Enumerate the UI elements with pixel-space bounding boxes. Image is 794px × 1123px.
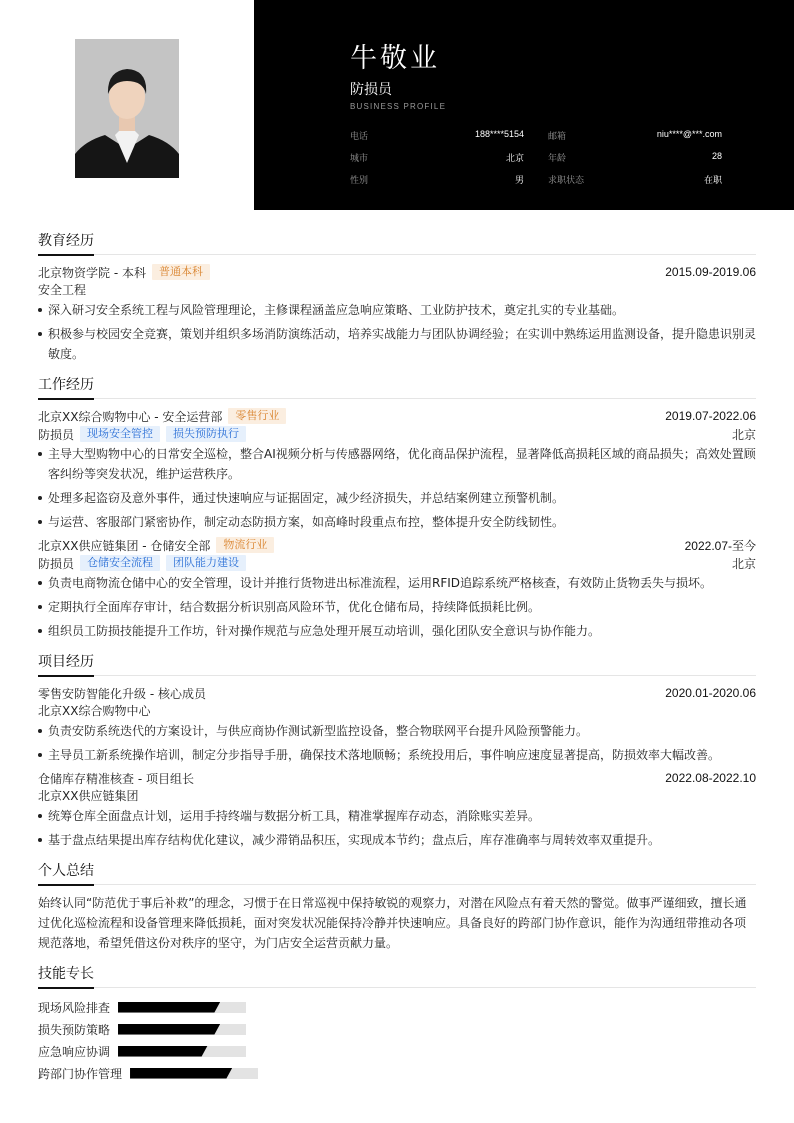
company-name: 北京XX供应链集团 - 仓储安全部 [38, 538, 211, 553]
job-city: 北京 [731, 427, 756, 442]
job-date: 2022.07-至今 [684, 538, 756, 553]
education-date: 2015.09-2019.06 [665, 265, 756, 279]
skill-name: 现场风险排查 [38, 1000, 111, 1015]
skill-bar [118, 1046, 246, 1057]
candidate-name: 牛敬业 [350, 43, 440, 74]
project-date: 2022.08-2022.10 [665, 771, 756, 785]
job-position: 防损员 [38, 556, 75, 571]
skill-tag: 现场安全管控 [80, 426, 160, 442]
skill-tag: 仓储安全流程 [80, 555, 160, 571]
education-header [38, 263, 756, 281]
work-section [38, 374, 756, 641]
skill-bar [118, 1024, 246, 1035]
info-age: 年龄 28 [548, 150, 722, 164]
section-title: 项目经历 [38, 651, 756, 676]
list-item: 处理多起盗窃及意外事件，通过快速响应与证据固定，减少经济损失，并总结案例建立预警机制。 [38, 488, 756, 508]
skill-item [38, 1062, 399, 1084]
skill-item [38, 996, 399, 1018]
candidate-role: 防损员 [350, 82, 392, 98]
project-date: 2020.01-2020.06 [665, 686, 756, 700]
major: 安全工程 [38, 283, 87, 297]
job-date: 2019.07-2022.06 [665, 409, 756, 423]
job-position: 防损员 [38, 427, 75, 442]
project-org: 北京XX供应链集团 [38, 789, 139, 803]
industry-tag: 物流行业 [216, 537, 274, 553]
job-entry [38, 407, 756, 532]
degree-tag: 普通本科 [152, 264, 210, 280]
photo-area [0, 0, 254, 210]
skill-tag: 团队能力建设 [166, 555, 246, 571]
skill-name: 应急响应协调 [38, 1044, 111, 1059]
skill-item [38, 1040, 399, 1062]
section-title: 技能专长 [38, 963, 756, 988]
education-section [38, 230, 756, 364]
section-title: 工作经历 [38, 374, 756, 399]
projects-section [38, 651, 756, 850]
project-entry [38, 684, 756, 765]
skill-bar-fill [118, 1002, 220, 1013]
resume-content [38, 230, 756, 1094]
project-name: 仓储库存精准核查 - 项目组长 [38, 771, 194, 786]
skill-bar [118, 1002, 246, 1013]
skill-tag: 损失预防执行 [166, 426, 246, 442]
section-title: 教育经历 [38, 230, 756, 255]
info-row [350, 168, 722, 190]
info-row [350, 124, 722, 146]
skill-bar-fill [118, 1024, 220, 1035]
info-email: 邮箱 niu****@***.com [548, 128, 722, 142]
info-phone: 电话 188****5154 [350, 128, 524, 142]
school-name: 北京物资学院 - 本科 [38, 265, 146, 280]
skill-name: 损失预防策略 [38, 1022, 111, 1037]
industry-tag: 零售行业 [228, 408, 286, 424]
list-item: 统筹仓库全面盘点计划，运用手持终端与数据分析工具，精准掌握库存动态，消除账实差异。 [38, 806, 756, 826]
skill-bar-fill [130, 1068, 232, 1079]
section-title: 个人总结 [38, 860, 756, 885]
project-org: 北京XX综合购物中心 [38, 704, 151, 718]
summary-text: 始终认同“防范优于事后补救”的理念，习惯于在日常巡视中保持敏锐的观察力，对潜在风险点有着天然的警觉。做事严谨细致，擅长通过优化巡检流程和设备管理来降低损耗，面对突发状况能保持冷静并快速响应。具备良好的跨部门协作意识，能作为沟通纽带推动各项规范落地，希望凭借这份对秩序的坚守，为门店安全运营贡献力量。 [38, 896, 747, 950]
profile-subtitle: BUSINESS PROFILE [350, 102, 447, 111]
contact-info-grid [350, 124, 722, 190]
list-item: 组织员工防损技能提升工作坊，针对操作规范与应急处理开展互动培训，强化团队安全意识与协作能力。 [38, 621, 756, 641]
project-name: 零售安防智能化升级 - 核心成员 [38, 686, 206, 701]
skill-bar [130, 1068, 258, 1079]
company-name: 北京XX综合购物中心 - 安全运营部 [38, 409, 223, 424]
list-item: 与运营、客服部门紧密协作，制定动态防损方案，如高峰时段重点布控，整体提升安全防线韧性。 [38, 512, 756, 532]
list-item: 深入研习安全系统工程与风险管理理论，主修课程涵盖应急响应策略、工业防护技术，奠定扎实的专业基础。 [38, 300, 756, 320]
list-item: 主导大型购物中心的日常安全巡检，整合AI视频分析与传感器网络，优化商品保护流程，显著降低高损耗区域的商品损失；高效处置顾客纠纷等突发状况，维护运营秩序。 [38, 444, 756, 484]
profile-header [254, 0, 794, 210]
profile-photo [75, 39, 179, 178]
skills-section [38, 963, 756, 1084]
list-item: 负责安防系统迭代的方案设计，与供应商协作测试新型监控设备，整合物联网平台提升风险预警能力。 [38, 721, 756, 741]
education-bullets [38, 300, 756, 364]
skill-item [38, 1018, 399, 1040]
job-entry [38, 536, 756, 641]
summary-section [38, 860, 756, 953]
skill-bar-fill [118, 1046, 208, 1057]
job-city: 北京 [731, 556, 756, 571]
skill-name: 跨部门协作管理 [38, 1066, 123, 1081]
list-item: 负责电商物流仓储中心的安全管理，设计并推行货物进出标准流程，运用RFID追踪系统严格核查，有效防止货物丢失与损坏。 [38, 573, 756, 593]
list-item: 主导员工新系统操作培训，制定分步指导手册，确保技术落地顺畅；系统投用后，事件响应速度显著提高，防损效率大幅改善。 [38, 745, 756, 765]
info-row [350, 146, 722, 168]
list-item: 积极参与校园安全竞赛，策划并组织多场消防演练活动，培养实战能力与团队协调经验；在实训中熟练运用监测设备，提升隐患识别灵敏度。 [38, 324, 756, 364]
info-status: 求职状态 在职 [548, 174, 722, 186]
info-gender: 性别 男 [350, 174, 524, 186]
project-entry [38, 769, 756, 850]
list-item: 定期执行全面库存审计，结合数据分析识别高风险环节，优化仓储布局，持续降低损耗比例。 [38, 597, 756, 617]
info-city: 城市 北京 [350, 152, 524, 164]
skills-list [38, 996, 756, 1084]
list-item: 基于盘点结果提出库存结构优化建议，减少滞销品积压，实现成本节约；盘点后，库存准确率与周转效率双重提升。 [38, 830, 756, 850]
